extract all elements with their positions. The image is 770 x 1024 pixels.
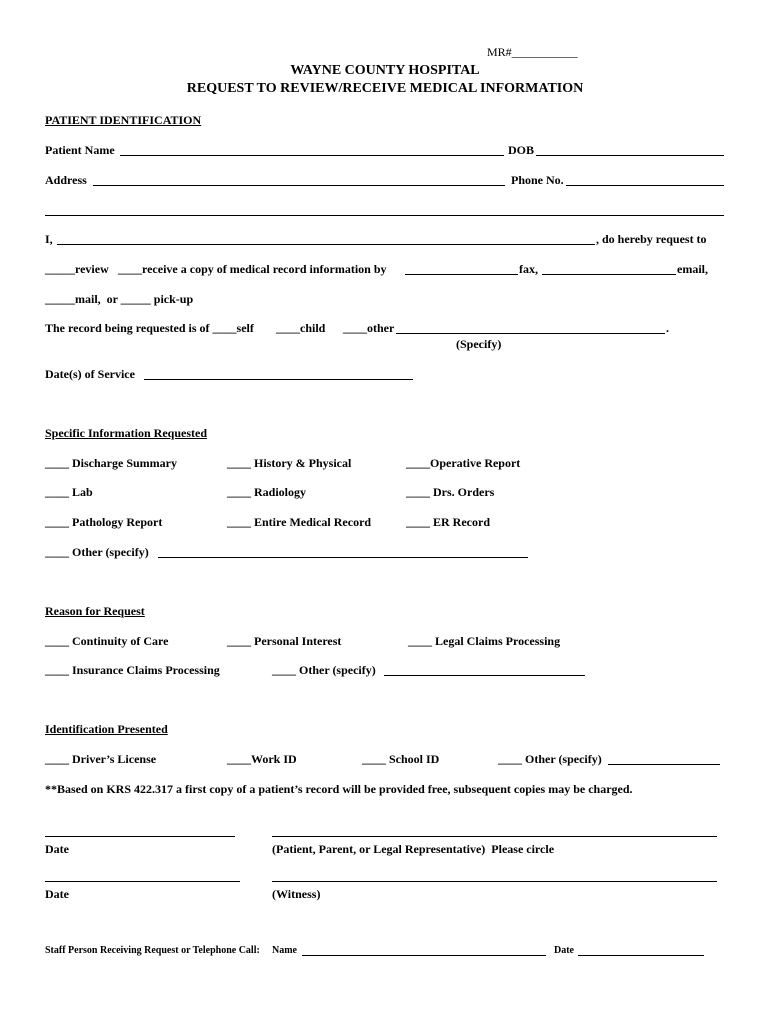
form-title: REQUEST TO REVIEW/RECEIVE MEDICAL INFORMATION xyxy=(186,81,584,96)
legal-claims-option[interactable]: ____ Legal Claims Processing xyxy=(408,634,561,648)
er-record-option[interactable]: ____ ER Record xyxy=(406,515,490,529)
info-other-option[interactable]: ____ Other (specify) xyxy=(45,545,149,559)
history-physical-option[interactable]: ____ History & Physical xyxy=(227,456,352,470)
reason-heading: Reason for Request xyxy=(45,604,145,618)
reason-other-field[interactable] xyxy=(384,675,585,676)
dates-of-service-label: Date(s) of Service xyxy=(45,367,135,381)
dob-label: DOB xyxy=(508,143,535,157)
date-label-2: Date xyxy=(45,887,69,901)
work-id-option[interactable]: ____Work ID xyxy=(227,752,297,766)
patient-signature-label: (Patient, Parent, or Legal Representative) Please circle xyxy=(272,842,555,856)
dates-of-service-field[interactable] xyxy=(144,379,413,380)
patient-signature-line[interactable] xyxy=(272,836,717,837)
witness-label: (Witness) xyxy=(272,887,321,901)
patient-name-label: Patient Name xyxy=(45,143,115,157)
receive-copy-option[interactable]: ____receive a copy of medical record information by xyxy=(118,262,387,276)
id-other-option[interactable]: ____ Other (specify) xyxy=(498,752,602,766)
address-label: Address xyxy=(45,173,87,187)
staff-date-label: Date xyxy=(554,945,574,956)
lab-option[interactable]: ____ Lab xyxy=(45,485,93,499)
staff-label: Staff Person Receiving Request or Telephone Call: xyxy=(45,945,260,956)
requester-name-field[interactable] xyxy=(57,244,595,245)
date-label-1: Date xyxy=(45,842,69,856)
requester-label: I, xyxy=(45,232,53,246)
hospital-name: WAYNE COUNTY HOSPITAL xyxy=(290,63,480,78)
personal-interest-option[interactable]: ____ Personal Interest xyxy=(227,634,342,648)
discharge-summary-option[interactable]: ____ Discharge Summary xyxy=(45,456,177,470)
patient-name-field[interactable] xyxy=(120,155,504,156)
review-option[interactable]: _____review xyxy=(45,262,109,276)
fax-field[interactable] xyxy=(405,274,518,275)
identification-heading: Identification Presented xyxy=(45,722,168,736)
email-label: email, xyxy=(677,262,708,276)
email-field[interactable] xyxy=(542,274,676,275)
school-id-option[interactable]: ____ School ID xyxy=(362,752,440,766)
operative-report-option[interactable]: ____Operative Report xyxy=(406,456,521,470)
staff-date-field[interactable] xyxy=(578,955,704,956)
specific-info-heading: Specific Information Requested xyxy=(45,426,207,440)
krs-note: **Based on KRS 422.317 a first copy of a patient’s record will be provided free, subsequent copies may be charged. xyxy=(45,782,633,796)
address-field[interactable] xyxy=(93,185,505,186)
phone-field[interactable] xyxy=(566,185,724,186)
pathology-report-option[interactable]: ____ Pathology Report xyxy=(45,515,163,529)
staff-name-label: Name xyxy=(272,945,297,956)
fax-label: fax, xyxy=(519,262,538,276)
mail-pickup-options[interactable]: _____mail, or _____ pick-up xyxy=(45,292,194,306)
dob-field[interactable] xyxy=(536,155,724,156)
record-of-other-option[interactable]: ____other xyxy=(343,321,395,335)
date-line-1[interactable] xyxy=(45,836,235,837)
drs-orders-option[interactable]: ____ Drs. Orders xyxy=(406,485,495,499)
record-of-other-field[interactable] xyxy=(396,333,665,334)
id-other-field[interactable] xyxy=(608,764,720,765)
date-line-2[interactable] xyxy=(45,881,240,882)
witness-signature-line[interactable] xyxy=(272,881,717,882)
continuity-of-care-option[interactable]: ____ Continuity of Care xyxy=(45,634,169,648)
record-of-period: . xyxy=(666,321,669,335)
staff-name-field[interactable] xyxy=(302,955,546,956)
reason-other-option[interactable]: ____ Other (specify) xyxy=(272,663,376,677)
request-to-text: , do hereby request to xyxy=(596,232,707,246)
address-line-2-field[interactable] xyxy=(45,215,724,216)
record-of-child-option[interactable]: ____child xyxy=(276,321,326,335)
info-other-field[interactable] xyxy=(158,557,528,558)
record-of-self-option[interactable]: The record being requested is of ____self xyxy=(45,321,254,335)
insurance-claims-option[interactable]: ____ Insurance Claims Processing xyxy=(45,663,220,677)
phone-label: Phone No. xyxy=(511,173,564,187)
radiology-option[interactable]: ____ Radiology xyxy=(227,485,307,499)
patient-identification-heading: PATIENT IDENTIFICATION xyxy=(45,113,202,127)
specify-label: (Specify) xyxy=(456,337,502,351)
drivers-license-option[interactable]: ____ Driver’s License xyxy=(45,752,157,766)
mr-number-field[interactable]: MR#___________ xyxy=(487,45,578,59)
entire-medical-record-option[interactable]: ____ Entire Medical Record xyxy=(227,515,372,529)
